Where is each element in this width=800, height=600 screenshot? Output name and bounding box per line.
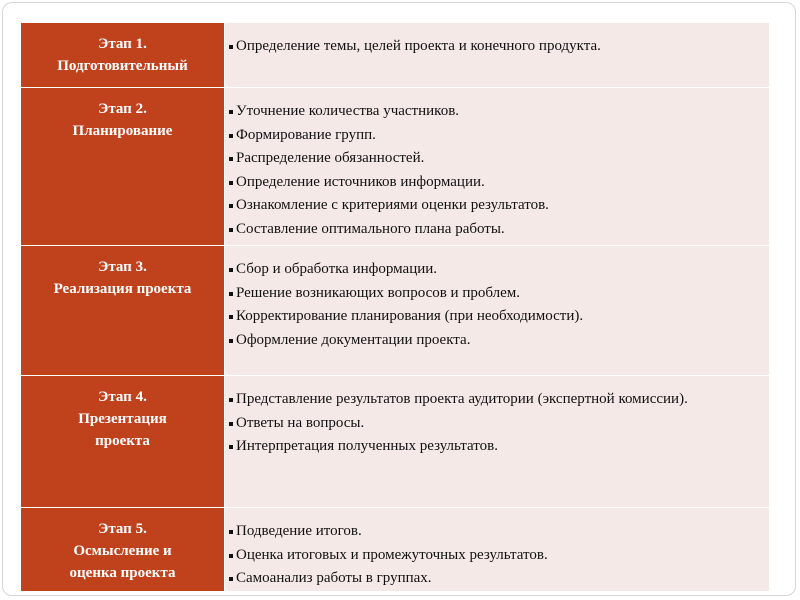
task-item: Уточнение количества участников.: [229, 100, 761, 124]
stage-row-4: [21, 376, 770, 508]
stage-5-name-line-1: Осмысление и: [73, 543, 172, 559]
stage-4-tasks: [225, 376, 770, 508]
stage-1-title: [21, 23, 225, 88]
stage-1-name: Подготовительный: [57, 58, 188, 74]
task-item: Корректирование планирования (при необходимости).: [229, 305, 761, 329]
task-item: Представление результатов проекта аудитории (экспертной комиссии).: [229, 388, 761, 412]
task-item: Интерпретация полученных результатов.: [229, 435, 761, 459]
stage-2-tasks: [225, 88, 770, 246]
task-item: Определение источников информации.: [229, 171, 761, 195]
stage-2-name: Планирование: [72, 123, 173, 139]
stage-1-label: Этап 1.: [98, 36, 147, 52]
stage-4-label: Этап 4.: [98, 389, 147, 405]
stage-4-title: [21, 376, 225, 508]
stage-5-title: [21, 508, 225, 592]
stage-row-1: [21, 23, 770, 88]
stage-row-2: [21, 88, 770, 246]
stage-3-task-list: [229, 258, 761, 352]
stage-3-name: Реализация проекта: [53, 281, 192, 297]
task-item: Решение возникающих вопросов и проблем.: [229, 282, 761, 306]
task-item: Самоанализ работы в группах.: [229, 567, 761, 591]
project-stages-table: [20, 22, 770, 592]
stage-5-tasks: [225, 508, 770, 592]
stage-2-label: Этап 2.: [98, 101, 147, 117]
stage-5-label: Этап 5.: [98, 521, 147, 537]
stage-4-name-line-1: Презентация: [78, 411, 167, 427]
stage-row-5: [21, 508, 770, 592]
task-item: Определение темы, целей проекта и конечного продукта.: [229, 35, 761, 59]
task-item: Ознакомление с критериями оценки результатов.: [229, 194, 761, 218]
stage-5-task-list: [229, 520, 761, 591]
stage-2-title: [21, 88, 225, 246]
task-item: Оформление документации проекта.: [229, 329, 761, 353]
task-item: Подведение итогов.: [229, 520, 761, 544]
task-item: Распределение обязанностей.: [229, 147, 761, 171]
task-item: Формирование групп.: [229, 124, 761, 148]
stage-1-tasks: [225, 23, 770, 88]
stage-3-tasks: [225, 246, 770, 376]
stage-3-title: [21, 246, 225, 376]
task-item: Оценка итоговых и промежуточных результатов.: [229, 544, 761, 568]
slide-frame: [2, 2, 796, 596]
task-item: Сбор и обработка информации.: [229, 258, 761, 282]
stage-3-label: Этап 3.: [98, 259, 147, 275]
stage-2-task-list: [229, 100, 761, 241]
stage-4-task-list: [229, 388, 761, 459]
task-item: Ответы на вопросы.: [229, 412, 761, 436]
stage-1-task-list: [229, 35, 761, 59]
stage-5-name-line-2: оценка проекта: [69, 565, 176, 581]
stage-row-3: [21, 246, 770, 376]
task-item: Составление оптимального плана работы.: [229, 218, 761, 242]
stage-4-name-line-2: проекта: [95, 433, 150, 449]
